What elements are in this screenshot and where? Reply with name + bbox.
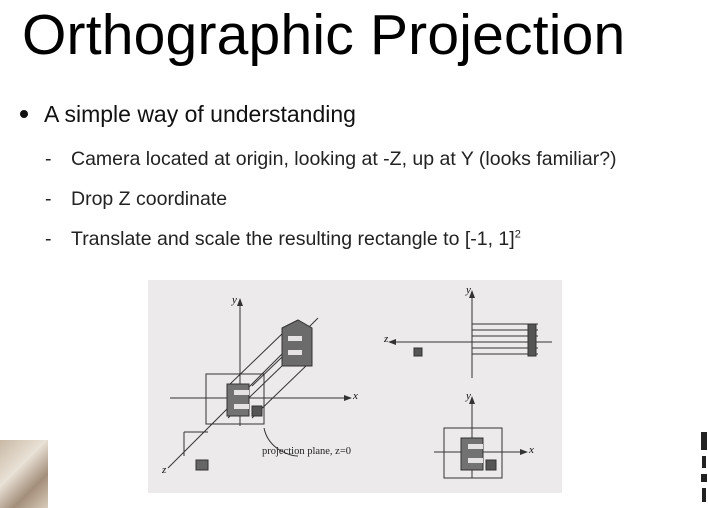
right-top-z-label: z — [384, 333, 389, 345]
right-bottom-x-label: x — [529, 444, 534, 456]
subbullet-text: Camera located at origin, looking at -Z, up at Y (looks familiar?) — [71, 148, 617, 170]
projection-figure — [148, 280, 562, 493]
dash-icon: - — [45, 228, 52, 250]
cube-side-view — [414, 348, 422, 356]
right-top-y-label: y — [466, 284, 471, 296]
subbullet-text: Drop Z coordinate — [71, 188, 228, 210]
subbullet-3 — [45, 228, 521, 251]
superscript: 2 — [514, 228, 521, 241]
slide-title: Orthographic Projection — [22, 3, 626, 67]
presenter-thumbnail — [0, 440, 48, 508]
bullet-item — [20, 101, 356, 128]
subbullet-text: Translate and scale the resulting rectangle to [-1, 1] — [71, 228, 515, 250]
e-side-view — [528, 324, 536, 356]
left-y-label: y — [232, 294, 237, 306]
subbullet-1 — [45, 148, 617, 171]
left-z-label: z — [162, 464, 167, 476]
e-object-3d — [282, 320, 312, 366]
e-projection-front — [461, 438, 496, 470]
bullet-text: A simple way of understanding — [44, 101, 356, 127]
left-x-label: x — [353, 390, 358, 402]
small-cube — [196, 460, 208, 470]
edge-glyph — [700, 430, 708, 508]
projection-diagram — [148, 280, 562, 493]
dash-icon: - — [45, 188, 52, 210]
caption-label: projection plane, z=0 — [262, 446, 352, 457]
subbullet-2 — [45, 188, 227, 211]
dash-icon: - — [45, 148, 52, 170]
bullet-dot-icon — [20, 110, 28, 118]
right-bottom-y-label: y — [466, 390, 471, 402]
e-projection-left — [227, 384, 262, 416]
